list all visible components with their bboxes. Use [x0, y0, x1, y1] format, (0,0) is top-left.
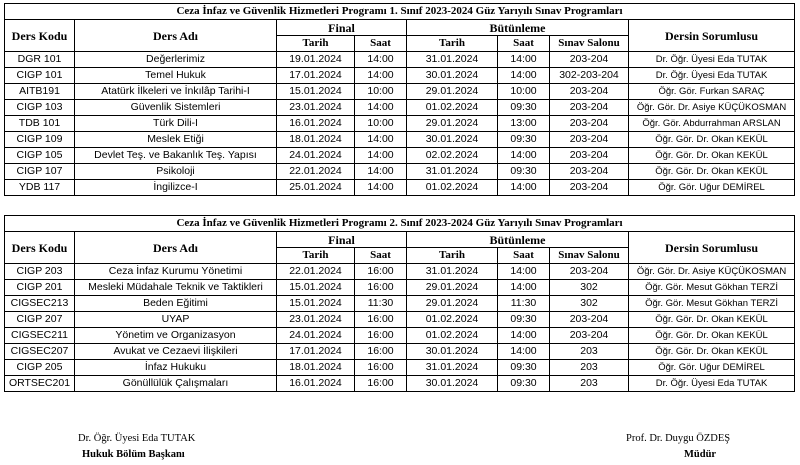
header-makeup-date: Tarih — [407, 36, 498, 52]
course-code: CIGP 201 — [5, 280, 75, 296]
makeup-time: 13:00 — [498, 116, 550, 132]
makeup-date: 01.02.2024 — [407, 180, 498, 196]
final-time: 16:00 — [355, 264, 407, 280]
course-name: Temel Hukuk — [75, 68, 277, 84]
makeup-time: 14:00 — [498, 344, 550, 360]
course-responsible: Dr. Öğr. Üyesi Eda TUTAK — [629, 52, 795, 68]
course-responsible: Öğr. Gör. Uğur DEMİREL — [629, 180, 795, 196]
header-makeup-date: Tarih — [407, 248, 498, 264]
header-final-date: Tarih — [277, 36, 355, 52]
makeup-time: 14:00 — [498, 180, 550, 196]
makeup-date: 30.01.2024 — [407, 344, 498, 360]
table-row — [5, 376, 795, 392]
makeup-time: 14:00 — [498, 264, 550, 280]
makeup-time: 14:00 — [498, 68, 550, 84]
final-date: 17.01.2024 — [277, 344, 355, 360]
header-code: Ders Kodu — [5, 232, 75, 264]
course-code: CIGP 205 — [5, 360, 75, 376]
makeup-time: 09:30 — [498, 360, 550, 376]
header-makeup-time: Saat — [498, 36, 550, 52]
final-date: 16.01.2024 — [277, 116, 355, 132]
table-row — [5, 296, 795, 312]
course-name: İnfaz Hukuku — [75, 360, 277, 376]
makeup-time: 09:30 — [498, 132, 550, 148]
course-name: Meslek Etiği — [75, 132, 277, 148]
header-final-time: Saat — [355, 248, 407, 264]
final-time: 16:00 — [355, 280, 407, 296]
course-name: Gönüllülük Çalışmaları — [75, 376, 277, 392]
course-responsible: Öğr. Gör. Abdurrahman ARSLAN — [629, 116, 795, 132]
header-responsible: Dersin Sorumlusu — [629, 20, 795, 52]
table-row — [5, 280, 795, 296]
makeup-time: 09:30 — [498, 164, 550, 180]
exam-room: 302 — [550, 280, 629, 296]
header-room: Sınav Salonu — [550, 248, 629, 264]
makeup-date: 30.01.2024 — [407, 68, 498, 84]
course-code: ORTSEC201 — [5, 376, 75, 392]
exam-room: 203 — [550, 344, 629, 360]
course-code: CIGP 103 — [5, 100, 75, 116]
table-row — [5, 68, 795, 84]
program-2-table — [4, 215, 795, 392]
course-name: Değerlerimiz — [75, 52, 277, 68]
signature-left-title: Hukuk Bölüm Başkanı — [82, 449, 185, 460]
final-date: 18.01.2024 — [277, 360, 355, 376]
course-code: CIGSEC211 — [5, 328, 75, 344]
program-2-title: Ceza İnfaz ve Güvenlik Hizmetleri Programı 2. Sınıf 2023-2024 Güz Yarıyılı Sınav Programları — [5, 216, 795, 232]
exam-room: 203 — [550, 376, 629, 392]
program-1-table — [4, 3, 795, 196]
final-time: 14:00 — [355, 100, 407, 116]
final-date: 24.01.2024 — [277, 148, 355, 164]
final-date: 15.01.2024 — [277, 296, 355, 312]
final-time: 14:00 — [355, 68, 407, 84]
makeup-time: 09:30 — [498, 100, 550, 116]
program-1-rows — [5, 52, 795, 196]
makeup-time: 09:30 — [498, 312, 550, 328]
makeup-time: 10:00 — [498, 84, 550, 100]
table-row — [5, 264, 795, 280]
course-responsible: Öğr. Gör. Dr. Okan KEKÜL — [629, 344, 795, 360]
final-time: 16:00 — [355, 360, 407, 376]
final-time: 10:00 — [355, 116, 407, 132]
makeup-time: 14:00 — [498, 52, 550, 68]
course-code: CIGP 207 — [5, 312, 75, 328]
final-time: 14:00 — [355, 164, 407, 180]
course-responsible: Öğr. Gör. Dr. Okan KEKÜL — [629, 148, 795, 164]
signature-right-name: Prof. Dr. Duygu ÖZDEŞ — [626, 433, 731, 444]
program-1-title: Ceza İnfaz ve Güvenlik Hizmetleri Programı 1. Sınıf 2023-2024 Güz Yarıyılı Sınav Programları — [5, 4, 795, 20]
exam-room: 203 — [550, 360, 629, 376]
header-name: Ders Adı — [75, 232, 277, 264]
makeup-date: 31.01.2024 — [407, 264, 498, 280]
course-responsible: Öğr. Gör. Dr. Asiye KÜÇÜKOSMAN — [629, 264, 795, 280]
table-row — [5, 116, 795, 132]
course-name: Yönetim ve Organizasyon — [75, 328, 277, 344]
final-date: 25.01.2024 — [277, 180, 355, 196]
final-time: 11:30 — [355, 296, 407, 312]
table-row — [5, 360, 795, 376]
course-code: CIGP 203 — [5, 264, 75, 280]
final-date: 24.01.2024 — [277, 328, 355, 344]
header-final: Final — [277, 20, 407, 36]
course-code: CIGSEC207 — [5, 344, 75, 360]
header-makeup: Bütünleme — [407, 20, 629, 36]
makeup-time: 11:30 — [498, 296, 550, 312]
course-name: UYAP — [75, 312, 277, 328]
makeup-date: 29.01.2024 — [407, 84, 498, 100]
final-time: 14:00 — [355, 148, 407, 164]
course-name: Avukat ve Cezaevi İlişkileri — [75, 344, 277, 360]
final-time: 16:00 — [355, 312, 407, 328]
exam-room: 203-204 — [550, 164, 629, 180]
program-2-rows — [5, 264, 795, 392]
exam-room: 203-204 — [550, 180, 629, 196]
course-responsible: Dr. Öğr. Üyesi Eda TUTAK — [629, 68, 795, 84]
course-code: CIGP 105 — [5, 148, 75, 164]
makeup-date: 29.01.2024 — [407, 296, 498, 312]
makeup-date: 30.01.2024 — [407, 376, 498, 392]
exam-room: 302 — [550, 296, 629, 312]
makeup-date: 29.01.2024 — [407, 280, 498, 296]
header-makeup-time: Saat — [498, 248, 550, 264]
makeup-date: 31.01.2024 — [407, 360, 498, 376]
course-responsible: Öğr. Gör. Dr. Okan KEKÜL — [629, 312, 795, 328]
final-time: 16:00 — [355, 344, 407, 360]
course-name: Güvenlik Sistemleri — [75, 100, 277, 116]
makeup-date: 01.02.2024 — [407, 100, 498, 116]
table-row — [5, 344, 795, 360]
final-time: 16:00 — [355, 376, 407, 392]
exam-room: 203-204 — [550, 84, 629, 100]
exam-room: 203-204 — [550, 52, 629, 68]
table-row — [5, 164, 795, 180]
course-responsible: Dr. Öğr. Üyesi Eda TUTAK — [629, 376, 795, 392]
header-room: Sınav Salonu — [550, 36, 629, 52]
course-responsible: Öğr. Gör. Dr. Okan KEKÜL — [629, 132, 795, 148]
course-name: Mesleki Müdahale Teknik ve Taktikleri — [75, 280, 277, 296]
exam-room: 203-204 — [550, 148, 629, 164]
course-name: Beden Eğitimi — [75, 296, 277, 312]
final-time: 14:00 — [355, 52, 407, 68]
course-code: CIGSEC213 — [5, 296, 75, 312]
header-responsible: Dersin Sorumlusu — [629, 232, 795, 264]
makeup-date: 30.01.2024 — [407, 132, 498, 148]
table-row — [5, 84, 795, 100]
header-name: Ders Adı — [75, 20, 277, 52]
header-code: Ders Kodu — [5, 20, 75, 52]
makeup-date: 29.01.2024 — [407, 116, 498, 132]
course-code: TDB 101 — [5, 116, 75, 132]
makeup-date: 01.02.2024 — [407, 312, 498, 328]
course-responsible: Öğr. Gör. Dr. Okan KEKÜL — [629, 328, 795, 344]
header-makeup: Bütünleme — [407, 232, 629, 248]
final-time: 10:00 — [355, 84, 407, 100]
exam-room: 203-204 — [550, 312, 629, 328]
course-code: CIGP 109 — [5, 132, 75, 148]
makeup-time: 14:00 — [498, 148, 550, 164]
final-date: 19.01.2024 — [277, 52, 355, 68]
course-name: Atatürk İlkeleri ve İnkılâp Tarihi-I — [75, 84, 277, 100]
table-row — [5, 312, 795, 328]
course-name: Ceza İnfaz Kurumu Yönetimi — [75, 264, 277, 280]
exam-room: 203-204 — [550, 116, 629, 132]
makeup-date: 31.01.2024 — [407, 164, 498, 180]
final-date: 22.01.2024 — [277, 164, 355, 180]
final-time: 14:00 — [355, 180, 407, 196]
exam-room: 203-204 — [550, 100, 629, 116]
signature-left-name: Dr. Öğr. Üyesi Eda TUTAK — [78, 433, 196, 444]
makeup-time: 14:00 — [498, 280, 550, 296]
course-name: Devlet Teş. ve Bakanlık Teş. Yapısı — [75, 148, 277, 164]
final-date: 23.01.2024 — [277, 312, 355, 328]
header-final-time: Saat — [355, 36, 407, 52]
header-final-date: Tarih — [277, 248, 355, 264]
course-name: Türk Dili-I — [75, 116, 277, 132]
course-code: DGR 101 — [5, 52, 75, 68]
final-date: 18.01.2024 — [277, 132, 355, 148]
table-row — [5, 52, 795, 68]
header-final: Final — [277, 232, 407, 248]
makeup-date: 02.02.2024 — [407, 148, 498, 164]
makeup-time: 09:30 — [498, 376, 550, 392]
exam-room: 203-204 — [550, 328, 629, 344]
makeup-date: 01.02.2024 — [407, 328, 498, 344]
final-date: 23.01.2024 — [277, 100, 355, 116]
final-time: 14:00 — [355, 132, 407, 148]
table-row — [5, 180, 795, 196]
exam-room: 203-204 — [550, 264, 629, 280]
final-date: 22.01.2024 — [277, 264, 355, 280]
course-responsible: Öğr. Gör. Mesut Gökhan TERZİ — [629, 296, 795, 312]
makeup-time: 14:00 — [498, 328, 550, 344]
course-responsible: Öğr. Gör. Dr. Okan KEKÜL — [629, 164, 795, 180]
exam-room: 203-204 — [550, 132, 629, 148]
table-row — [5, 132, 795, 148]
final-date: 15.01.2024 — [277, 84, 355, 100]
makeup-date: 31.01.2024 — [407, 52, 498, 68]
final-time: 16:00 — [355, 328, 407, 344]
final-date: 17.01.2024 — [277, 68, 355, 84]
course-code: AITB191 — [5, 84, 75, 100]
course-responsible: Öğr. Gör. Uğur DEMİREL — [629, 360, 795, 376]
course-code: CIGP 101 — [5, 68, 75, 84]
course-responsible: Öğr. Gör. Mesut Gökhan TERZİ — [629, 280, 795, 296]
course-code: CIGP 107 — [5, 164, 75, 180]
signature-right-title: Müdür — [684, 449, 717, 460]
course-name: İngilizce-I — [75, 180, 277, 196]
exam-room: 302-203-204 — [550, 68, 629, 84]
final-date: 15.01.2024 — [277, 280, 355, 296]
course-code: YDB 117 — [5, 180, 75, 196]
course-name: Psikoloji — [75, 164, 277, 180]
final-date: 16.01.2024 — [277, 376, 355, 392]
table-row — [5, 100, 795, 116]
course-responsible: Öğr. Gör. Furkan SARAÇ — [629, 84, 795, 100]
table-row — [5, 148, 795, 164]
table-row — [5, 328, 795, 344]
course-responsible: Öğr. Gör. Dr. Asiye KÜÇÜKOSMAN — [629, 100, 795, 116]
